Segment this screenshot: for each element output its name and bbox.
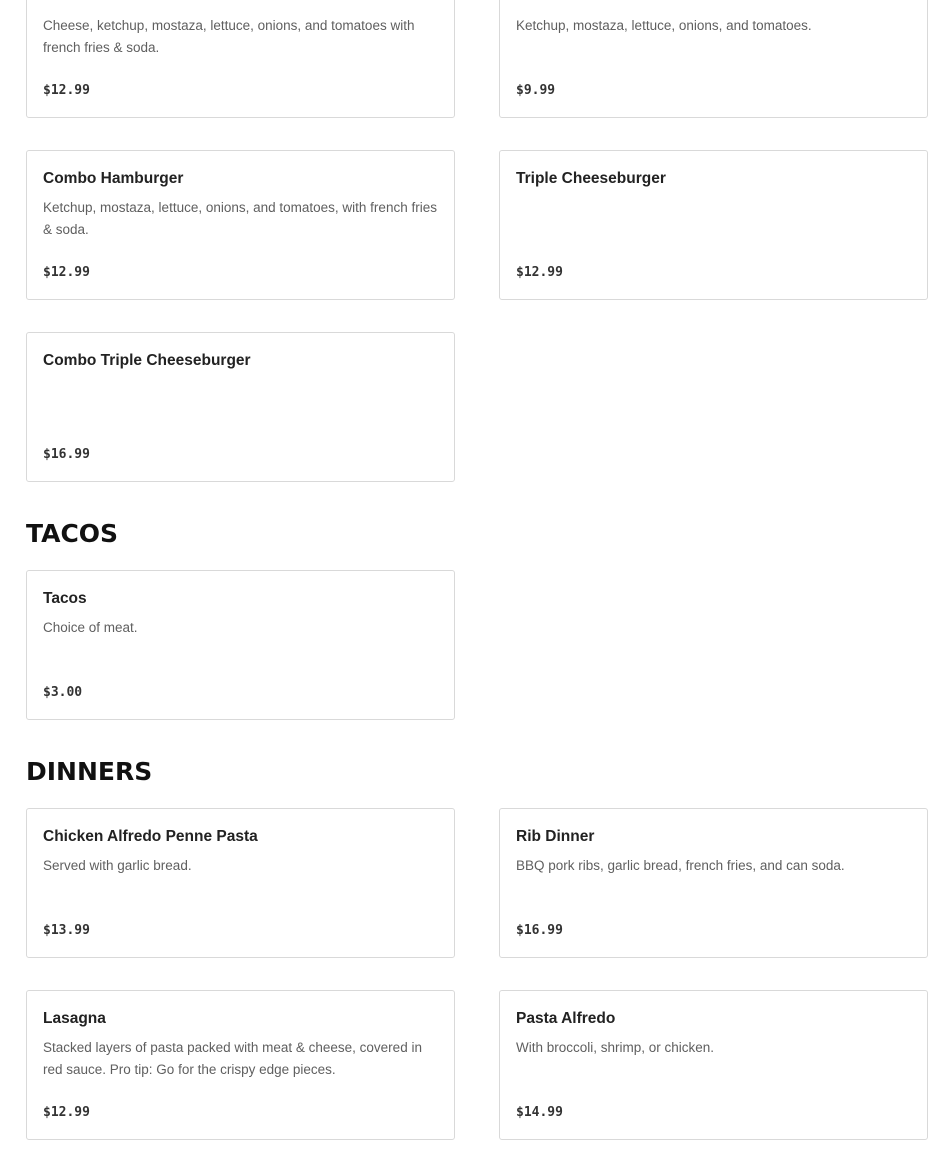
menu-item-description: Ketchup, mostaza, lettuce, onions, and tomatoes. [516,18,812,33]
menu-item-card[interactable] [26,0,455,118]
menu-item-card[interactable] [26,808,455,958]
menu-grid-tacos [26,570,928,720]
menu-page [26,0,928,1140]
menu-item-price: $14.99 [516,1105,563,1120]
menu-item-price: $16.99 [516,923,563,938]
menu-item-name: Pasta Alfredo [516,1010,616,1027]
menu-item-description: Choice of meat. [43,620,138,635]
menu-item-description: Stacked layers of pasta packed with meat & cheese, covered in red sauce. Pro tip: Go for the crispy edge pieces. [43,1040,422,1077]
menu-item-name: Combo Triple Cheeseburger [43,352,251,369]
menu-item-name: Lasagna [43,1010,106,1027]
menu-item-card[interactable] [26,990,455,1140]
menu-item-card[interactable] [499,808,928,958]
menu-item-description: BBQ pork ribs, garlic bread, french fries, and can soda. [516,858,845,873]
menu-item-card[interactable] [499,0,928,118]
menu-item-description: Ketchup, mostaza, lettuce, onions, and tomatoes, with french fries & soda. [43,200,437,237]
menu-item-name: Combo Hamburger [43,170,184,187]
menu-item-name: Rib Dinner [516,828,595,845]
section-title-tacos: TACOS [26,519,119,548]
menu-item-price: $3.00 [43,685,83,700]
menu-grid-dinners [26,808,928,1140]
menu-item-price: $9.99 [516,83,556,98]
menu-item-price: $16.99 [43,447,90,462]
menu-item-price: $12.99 [516,265,563,280]
menu-item-price: $12.99 [43,265,90,280]
menu-item-card[interactable] [26,150,455,300]
menu-item-card[interactable] [499,990,928,1140]
menu-item-name: Chicken Alfredo Penne Pasta [43,828,258,845]
menu-grid-burgers [26,0,928,482]
menu-item-card[interactable] [499,150,928,300]
section-title-dinners: DINNERS [26,757,153,786]
menu-item-price: $12.99 [43,1105,90,1120]
menu-item-description: With broccoli, shrimp, or chicken. [516,1040,715,1055]
menu-item-price: $13.99 [43,923,90,938]
menu-item-name: Triple Cheeseburger [516,170,666,187]
menu-item-description: Served with garlic bread. [43,858,192,873]
menu-item-card[interactable] [26,570,455,720]
menu-item-price: $12.99 [43,83,90,98]
menu-item-description: Cheese, ketchup, mostaza, lettuce, onions, and tomatoes with french fries & soda. [43,18,415,55]
menu-item-card[interactable] [26,332,455,482]
menu-item-name: Tacos [43,590,87,607]
